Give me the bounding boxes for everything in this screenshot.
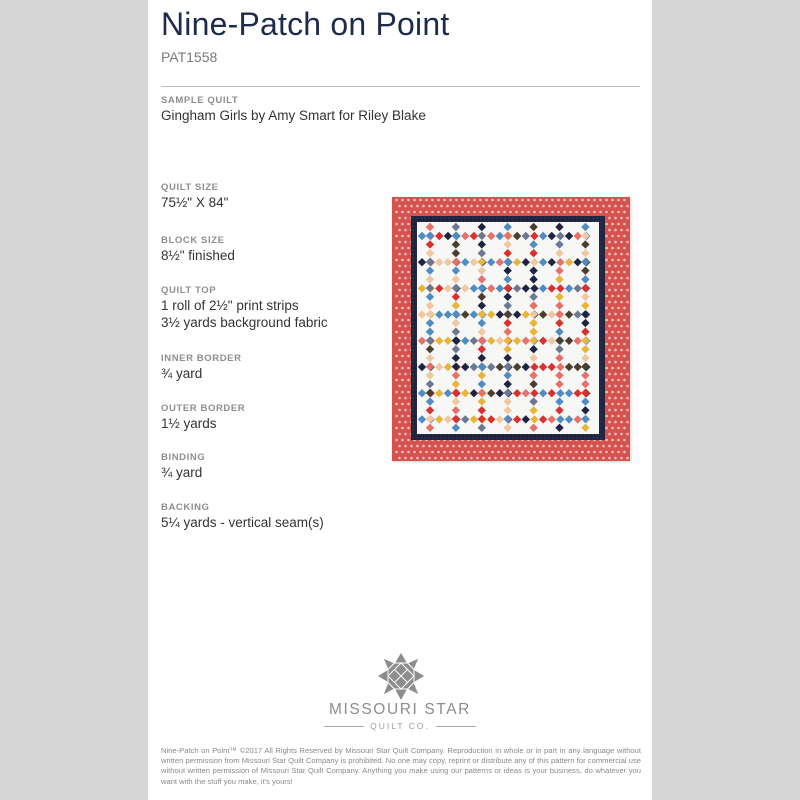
- spec-quilt-top: [161, 284, 328, 331]
- spec-binding: [161, 451, 205, 481]
- spec-label: OUTER BORDER: [161, 403, 246, 414]
- spec-label: BINDING: [161, 452, 206, 463]
- spec-value: ¾ yard: [161, 366, 203, 381]
- pattern-page: [148, 0, 652, 800]
- logo-company-name: MISSOURI STAR: [329, 701, 471, 718]
- spec-label: BLOCK SIZE: [161, 235, 225, 246]
- spec-label: QUILT SIZE: [161, 182, 219, 193]
- sample-quilt-image: [392, 197, 630, 461]
- spec-value: 5¼ yards - vertical seam(s): [161, 515, 324, 530]
- logo-subtitle: QUILT CO.: [370, 721, 430, 731]
- spec-value: 8½" finished: [161, 248, 235, 263]
- spec-inner-border: [161, 352, 242, 382]
- spec-label: BACKING: [161, 502, 210, 513]
- spec-quilt-size: [161, 181, 228, 211]
- spec-value: 3½ yards background fabric: [161, 315, 328, 330]
- copyright-notice: Nine-Patch on Point™ ©2017 All Rights Reserved by Missouri Star Quilt Company. Reproduction in whole or in part in any language without written permission from Missouri Star Quilt Company is prohibited. No one may copy, reprint or distribute any of this pattern for commercial use without written permission of Missouri Star Quilt Company. Anything you make using our patterns or ideas is your business, do whatever you want with the stuff you make, it's yours!: [161, 746, 641, 786]
- spec-outer-border: [161, 402, 245, 432]
- header-divider: [161, 86, 640, 87]
- spec-value: 1 roll of 2½" print strips: [161, 298, 299, 313]
- spec-value: 75½" X 84": [161, 195, 229, 210]
- spec-label: INNER BORDER: [161, 353, 242, 364]
- spec-value: ¾ yard: [161, 465, 203, 480]
- sample-quilt-section: [161, 94, 426, 124]
- sample-quilt-label: SAMPLE QUILT: [161, 95, 239, 106]
- spec-backing: [161, 501, 324, 531]
- logo-rule-right: [436, 726, 476, 727]
- spec-label: QUILT TOP: [161, 285, 217, 296]
- sample-quilt-value: Gingham Girls by Amy Smart for Riley Blake: [161, 108, 426, 123]
- pattern-code: PAT1558: [161, 49, 218, 65]
- missouri-star-logo: [316, 650, 484, 740]
- spec-value: 1½ yards: [161, 416, 217, 431]
- pattern-title: Nine-Patch on Point: [161, 6, 450, 42]
- star-logo-icon: [377, 652, 425, 702]
- spec-block-size: [161, 234, 235, 264]
